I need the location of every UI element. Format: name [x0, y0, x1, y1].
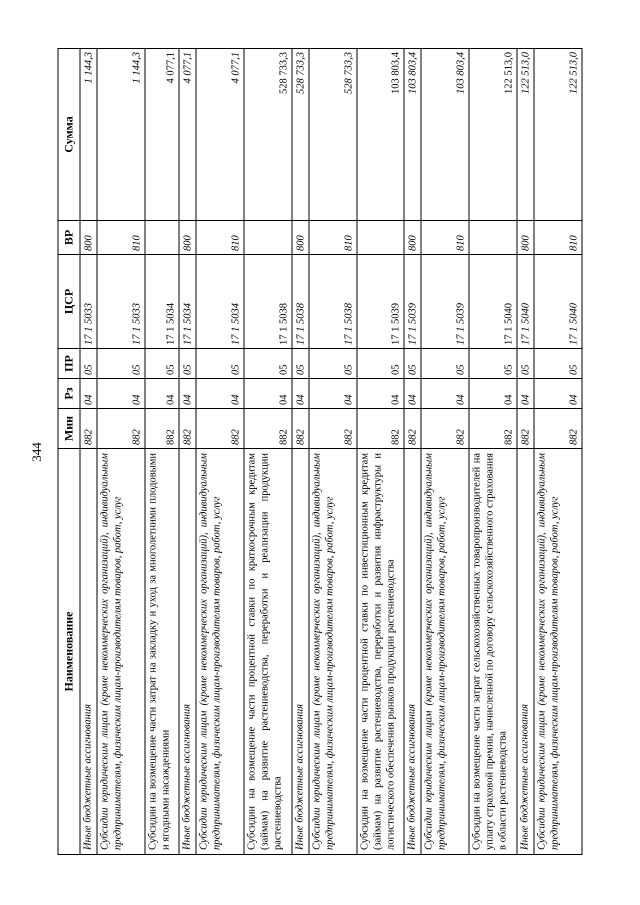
table-header-row	[58, 49, 80, 855]
row-min: 882	[469, 409, 517, 449]
budget-table	[58, 48, 583, 855]
row-rz: 04	[97, 379, 145, 409]
row-pr: 05	[80, 349, 97, 379]
row-sum: 528 733,3	[244, 49, 292, 221]
row-sum: 4 077,1	[179, 49, 196, 221]
table-row	[80, 49, 97, 855]
row-pr: 05	[421, 349, 469, 379]
row-vr: 800	[80, 221, 97, 255]
row-sum: 528 733,3	[292, 49, 309, 221]
row-vr: 810	[309, 221, 357, 255]
table-row	[404, 49, 421, 855]
row-rz: 04	[534, 379, 582, 409]
row-rz: 04	[179, 379, 196, 409]
table-row	[517, 49, 534, 855]
row-csr: 17 1 5040	[534, 255, 582, 349]
row-vr	[244, 221, 292, 255]
row-min: 882	[534, 409, 582, 449]
row-name: Субсидии на возмещение части затрат на закладку и уход за многолетними плодовыми и ягодными насаждениями	[145, 449, 179, 855]
row-rz: 04	[244, 379, 292, 409]
row-min: 882	[404, 409, 421, 449]
row-rz: 04	[517, 379, 534, 409]
row-name: Иные бюджетные ассигнования	[292, 449, 309, 855]
row-name: Иные бюджетные ассигнования	[517, 449, 534, 855]
table-row	[357, 49, 405, 855]
row-vr	[145, 221, 179, 255]
row-min: 882	[517, 409, 534, 449]
row-rz: 04	[404, 379, 421, 409]
row-vr	[469, 221, 517, 255]
row-name: Субсидии юридическим лицам (кроме некоммерческих организаций), индивидуальным предпринимателям, физическим лицам-производителям товаров, работ, услуг	[309, 449, 357, 855]
row-vr: 810	[534, 221, 582, 255]
header-name: Наименование	[58, 449, 80, 855]
row-vr: 800	[404, 221, 421, 255]
table-row	[145, 49, 179, 855]
row-name: Субсидии юридическим лицам (кроме некоммерческих организаций), индивидуальным предпринимателям, физическим лицам-производителям товаров, работ, услуг	[196, 449, 244, 855]
row-min: 882	[309, 409, 357, 449]
row-min: 882	[145, 409, 179, 449]
row-sum: 103 803,4	[357, 49, 405, 221]
row-pr: 05	[145, 349, 179, 379]
row-sum: 103 803,4	[421, 49, 469, 221]
row-vr: 800	[179, 221, 196, 255]
row-name: Иные бюджетные ассигнования	[179, 449, 196, 855]
row-sum: 122 513,0	[534, 49, 582, 221]
row-rz: 04	[309, 379, 357, 409]
row-min: 882	[421, 409, 469, 449]
row-pr: 05	[404, 349, 421, 379]
row-csr: 17 1 5038	[292, 255, 309, 349]
row-rz: 04	[292, 379, 309, 409]
row-csr: 17 1 5034	[179, 255, 196, 349]
header-min: Мин	[58, 409, 80, 449]
row-min: 882	[357, 409, 405, 449]
row-vr	[357, 221, 405, 255]
row-name: Иные бюджетные ассигнования	[80, 449, 97, 855]
row-pr: 05	[517, 349, 534, 379]
row-csr: 17 1 5033	[80, 255, 97, 349]
row-name: Субсидии на возмещение части процентной ставки по инвестиционным кредитам (займам) на развитие растениеводства, переработки и развития инфраструктуры и логистического обеспечения рынков продукции растениеводства	[357, 449, 405, 855]
row-sum: 528 733,3	[309, 49, 357, 221]
row-rz: 04	[196, 379, 244, 409]
table-row	[244, 49, 292, 855]
row-csr: 17 1 5039	[421, 255, 469, 349]
row-min: 882	[244, 409, 292, 449]
header-csr: ЦСР	[58, 255, 80, 349]
row-rz: 04	[80, 379, 97, 409]
row-rz: 04	[421, 379, 469, 409]
row-csr: 17 1 5040	[469, 255, 517, 349]
row-min: 882	[97, 409, 145, 449]
table-row	[97, 49, 145, 855]
row-rz: 04	[469, 379, 517, 409]
row-pr: 05	[292, 349, 309, 379]
row-min: 882	[292, 409, 309, 449]
row-pr: 05	[469, 349, 517, 379]
row-pr: 05	[534, 349, 582, 379]
rotated-page-content	[58, 49, 583, 855]
row-pr: 05	[357, 349, 405, 379]
row-csr: 17 1 5034	[145, 255, 179, 349]
row-vr: 810	[97, 221, 145, 255]
row-sum: 4 077,1	[145, 49, 179, 221]
row-csr: 17 1 5039	[404, 255, 421, 349]
row-name: Субсидии на возмещение части процентной ставки по краткосрочным кредитам (займам) на развитие растениеводства, переработки и реализации продукции растениеводства	[244, 449, 292, 855]
row-csr: 17 1 5038	[244, 255, 292, 349]
row-sum: 1 144,3	[97, 49, 145, 221]
row-csr: 17 1 5039	[357, 255, 405, 349]
header-rz: Рз	[58, 379, 80, 409]
header-pr: ПР	[58, 349, 80, 379]
row-sum: 1 144,3	[80, 49, 97, 221]
row-sum: 103 803,4	[404, 49, 421, 221]
page-number: 344	[29, 442, 44, 462]
row-pr: 05	[179, 349, 196, 379]
table-row	[421, 49, 469, 855]
row-csr: 17 1 5040	[517, 255, 534, 349]
row-rz: 04	[357, 379, 405, 409]
row-min: 882	[179, 409, 196, 449]
table-row	[309, 49, 357, 855]
table-row	[179, 49, 196, 855]
row-name: Субсидии юридическим лицам (кроме некоммерческих организаций), индивидуальным предпринимателям, физическим лицам-производителям товаров, работ, услуг	[534, 449, 582, 855]
table-row	[196, 49, 244, 855]
table-row	[469, 49, 517, 855]
row-sum: 4 077,1	[196, 49, 244, 221]
row-csr: 17 1 5034	[196, 255, 244, 349]
row-vr: 810	[196, 221, 244, 255]
row-pr: 05	[309, 349, 357, 379]
row-csr: 17 1 5033	[97, 255, 145, 349]
row-vr: 800	[292, 221, 309, 255]
row-name: Субсидии юридическим лицам (кроме некоммерческих организаций), индивидуальным предпринимателям, физическим лицам-производителям товаров, работ, услуг	[97, 449, 145, 855]
row-name: Иные бюджетные ассигнования	[404, 449, 421, 855]
header-vr: ВР	[58, 221, 80, 255]
row-pr: 05	[244, 349, 292, 379]
row-vr: 810	[421, 221, 469, 255]
header-sum: Сумма	[58, 49, 80, 221]
table-row	[292, 49, 309, 855]
row-csr: 17 1 5038	[309, 255, 357, 349]
row-name: Субсидии на возмещение части затрат сельскохозяйственных товаропроизводителей на уплату страховой премии, начисленной по договору сельскохозяйственного страхования в области растениеводства	[469, 449, 517, 855]
row-sum: 122 513,0	[469, 49, 517, 221]
row-vr: 800	[517, 221, 534, 255]
table-row	[534, 49, 582, 855]
row-pr: 05	[196, 349, 244, 379]
row-min: 882	[196, 409, 244, 449]
row-sum: 122 513,0	[517, 49, 534, 221]
row-rz: 04	[145, 379, 179, 409]
row-name: Субсидии юридическим лицам (кроме некоммерческих организаций), индивидуальным предпринимателям, физическим лицам-производителям товаров, работ, услуг	[421, 449, 469, 855]
row-min: 882	[80, 409, 97, 449]
row-pr: 05	[97, 349, 145, 379]
